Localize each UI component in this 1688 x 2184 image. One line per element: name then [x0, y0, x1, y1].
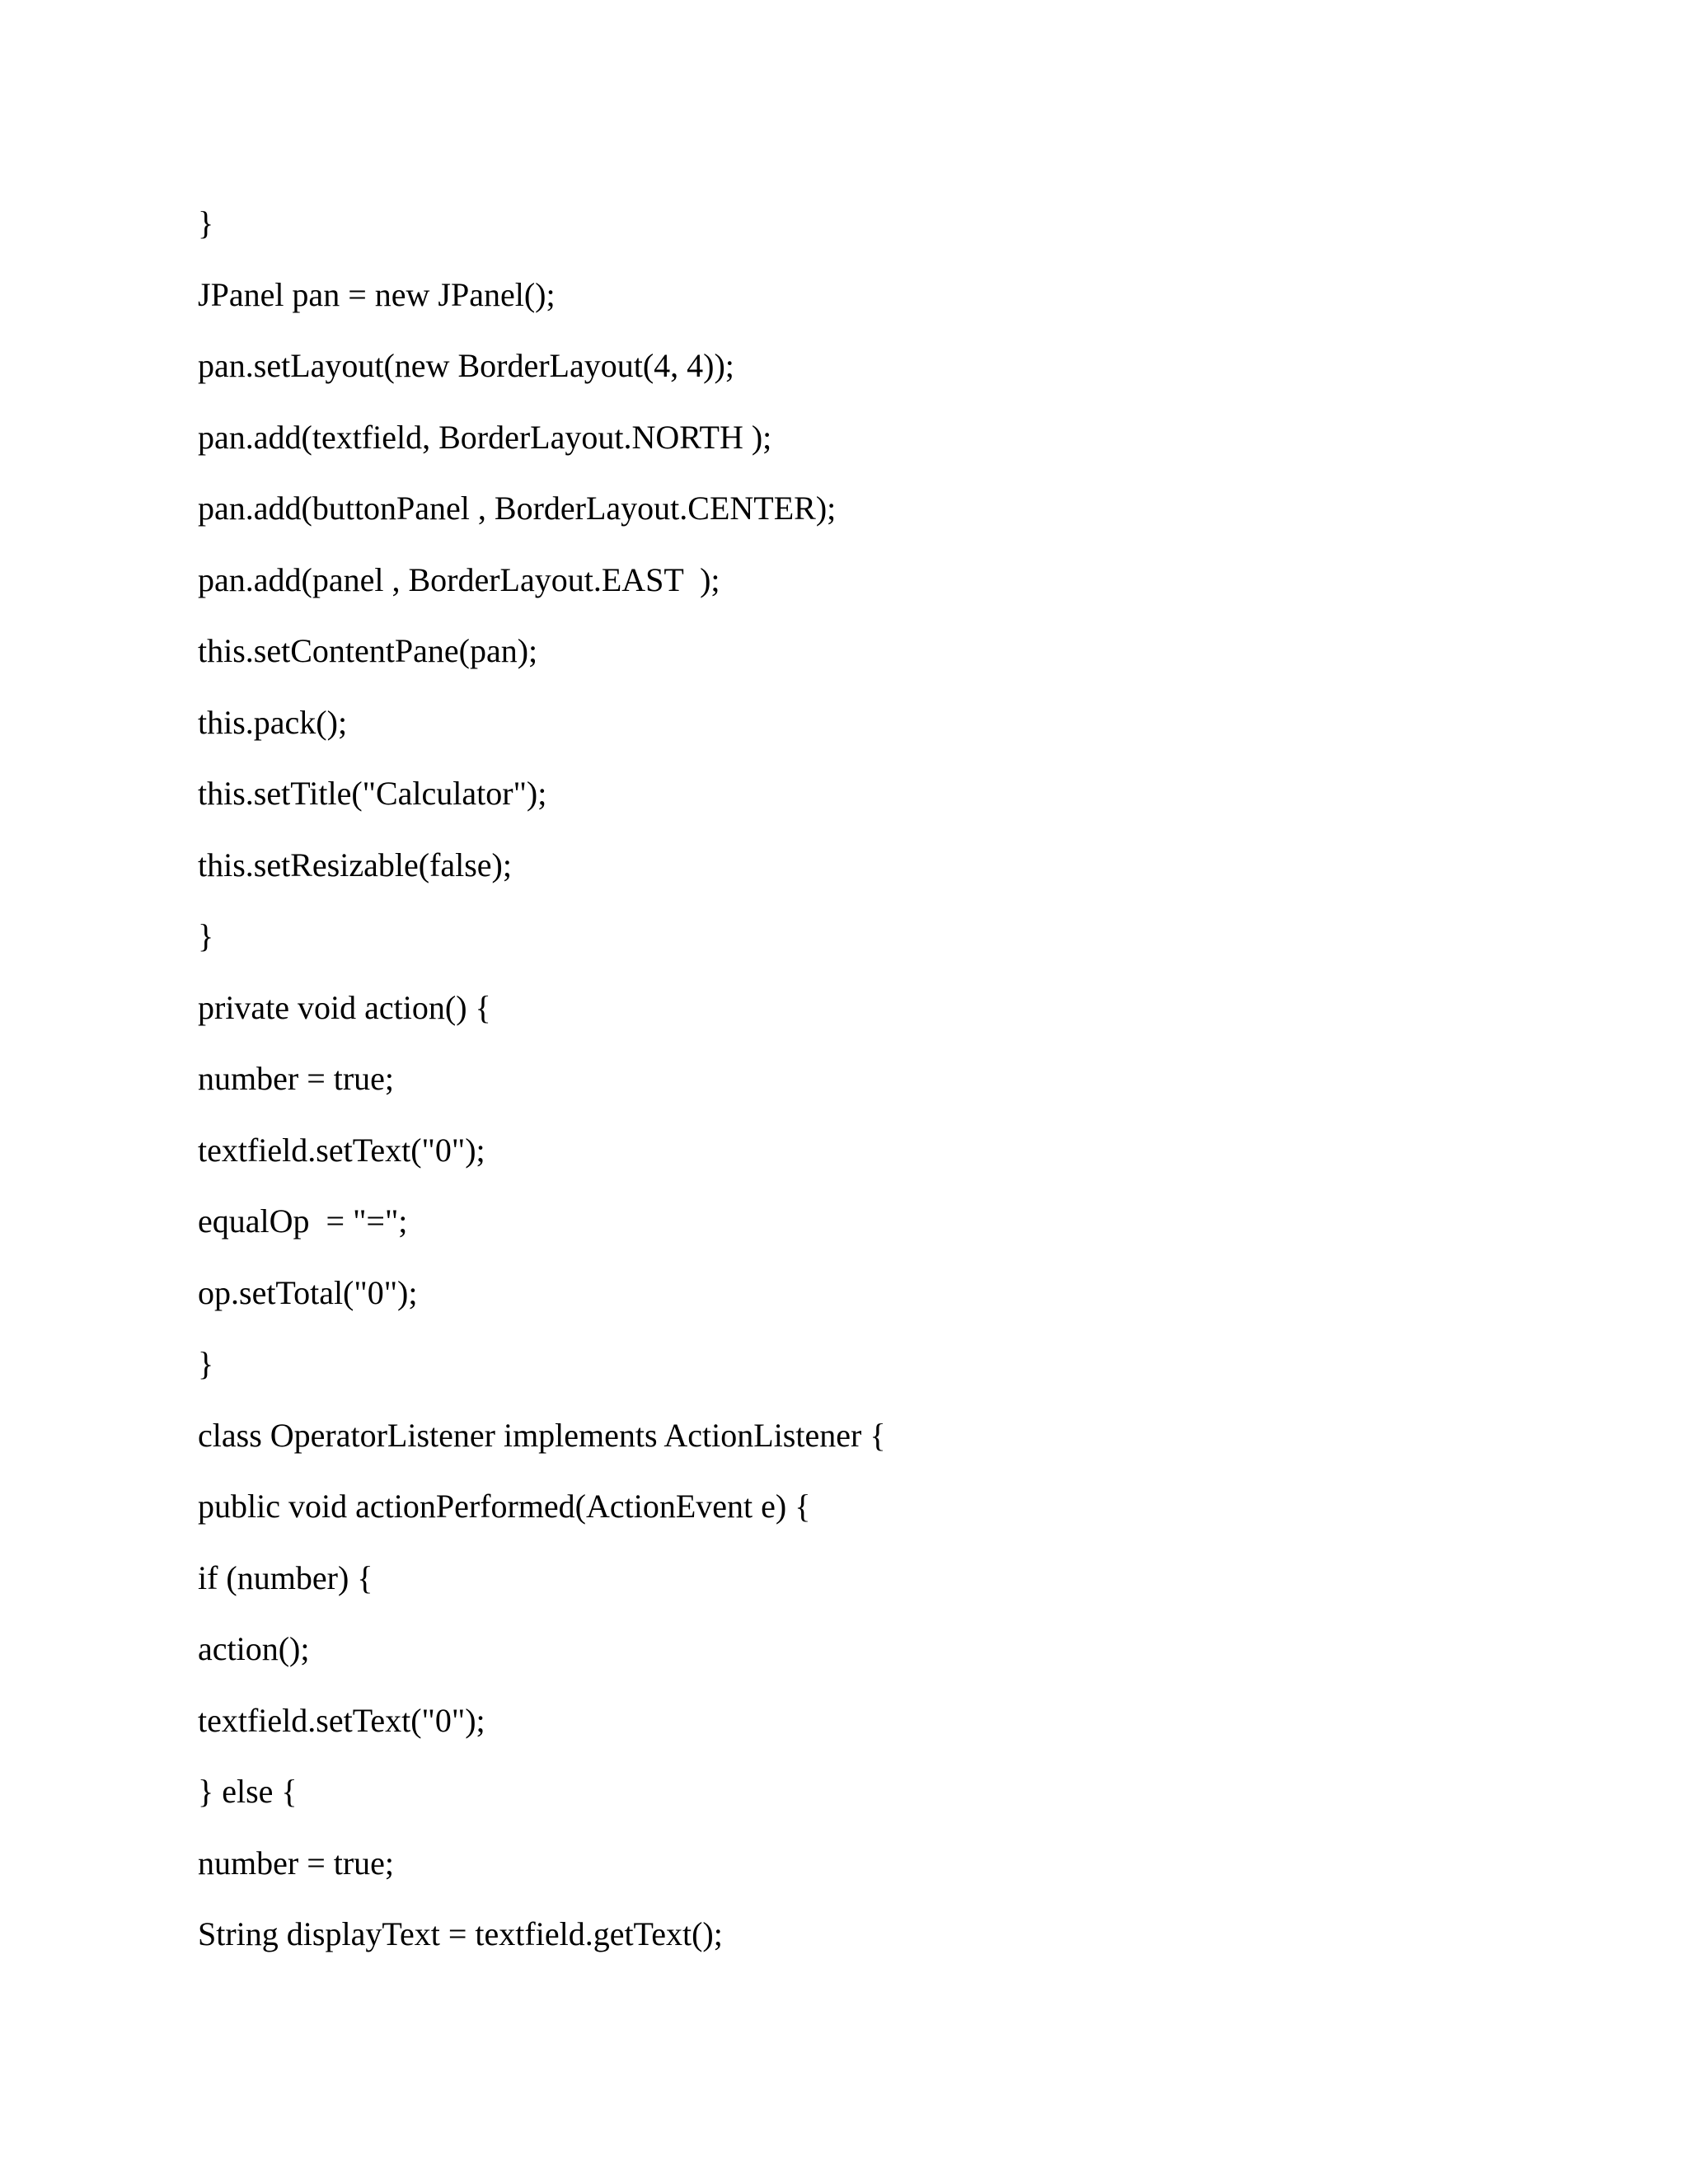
- code-line: }: [198, 204, 214, 241]
- code-line: String displayText = textfield.getText();: [198, 1915, 723, 1952]
- code-line: textfield.setText("0");: [198, 1131, 485, 1169]
- code-line: this.setResizable(false);: [198, 846, 512, 883]
- code-listing: [198, 188, 886, 1971]
- code-line: number = true;: [198, 1060, 395, 1097]
- code-line: public void actionPerformed(ActionEvent e) {: [198, 1488, 811, 1525]
- code-line: this.setTitle("Calculator");: [198, 775, 547, 812]
- code-line: pan.add(panel , BorderLayout.EAST );: [198, 560, 720, 598]
- code-line: private void action() {: [198, 988, 491, 1026]
- code-line: this.pack();: [198, 703, 348, 741]
- code-line: pan.setLayout(new BorderLayout(4, 4));: [198, 347, 734, 384]
- code-line: op.setTotal("0");: [198, 1273, 418, 1311]
- code-line: if (number) {: [198, 1558, 373, 1596]
- code-line: number = true;: [198, 1844, 395, 1882]
- code-line: pan.add(textfield, BorderLayout.NORTH );: [198, 418, 772, 456]
- code-line: JPanel pan = new JPanel();: [198, 275, 556, 313]
- code-line: action();: [198, 1630, 310, 1667]
- code-line: textfield.setText("0");: [198, 1701, 485, 1739]
- code-line: }: [198, 1345, 214, 1382]
- code-line: class OperatorListener implements ActionListener {: [198, 1416, 886, 1454]
- code-line: pan.add(buttonPanel , BorderLayout.CENTER);: [198, 490, 837, 527]
- code-line: equalOp = "=";: [198, 1202, 408, 1240]
- code-line: }: [198, 917, 214, 954]
- code-line: this.setContentPane(pan);: [198, 632, 538, 669]
- code-line: } else {: [198, 1773, 298, 1810]
